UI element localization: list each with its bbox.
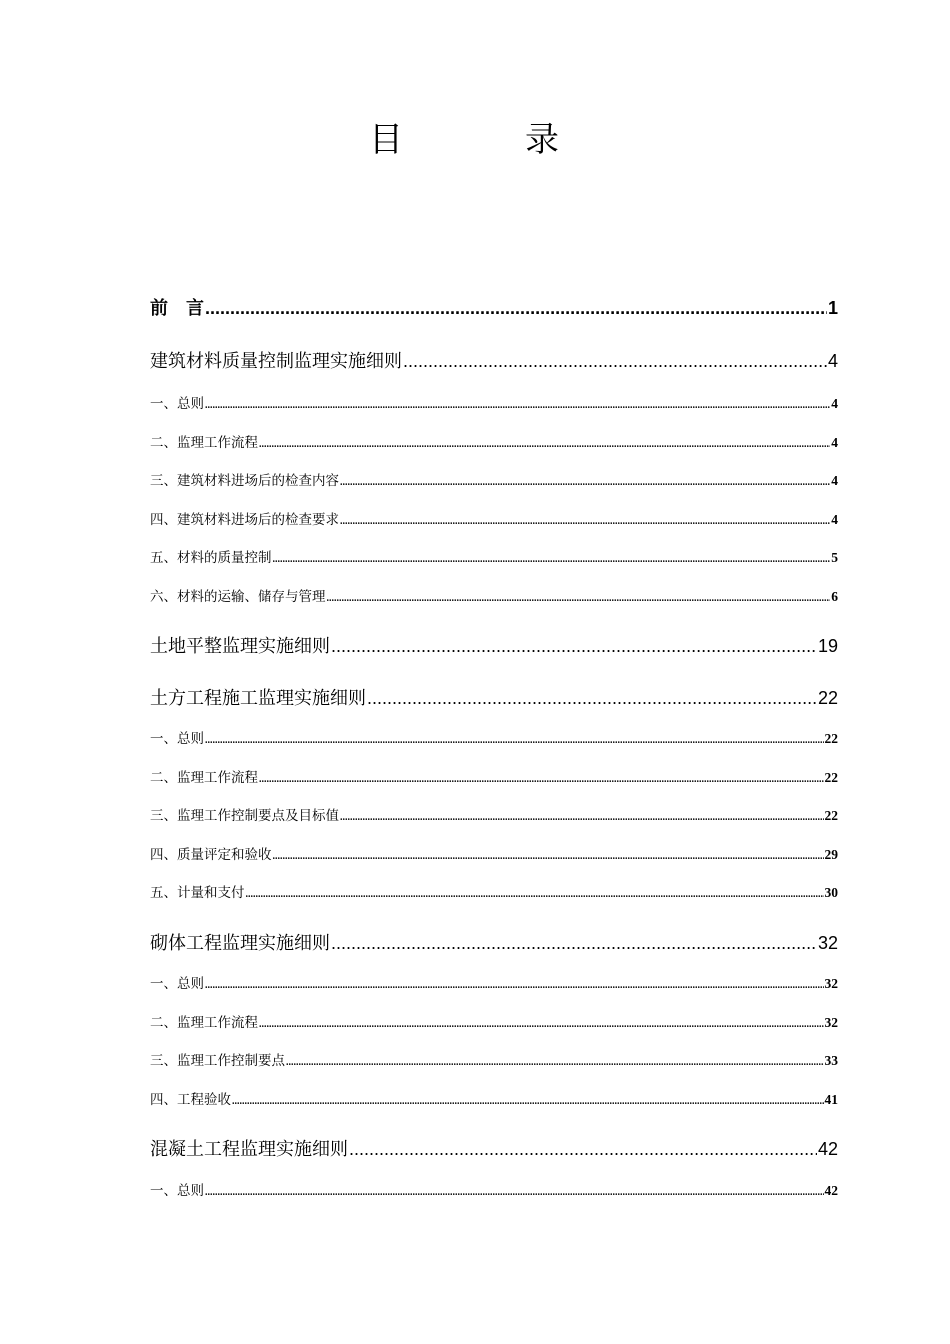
toc-page-number: 5 <box>831 550 838 565</box>
toc-dot-leader <box>259 774 824 785</box>
toc-entry-label: 混凝土工程监理实施细则 <box>150 1139 348 1160</box>
toc-page-number: 32 <box>824 1015 838 1030</box>
toc-entry-label: 二、监理工作流程 <box>150 1015 258 1031</box>
toc-entry-label: 三、建筑材料进场后的检查内容 <box>150 473 339 489</box>
toc-page-number: 4 <box>831 396 838 411</box>
toc-dot-leader <box>340 516 830 527</box>
toc-entry-section[interactable] <box>150 972 838 992</box>
toc-page-number: 4 <box>831 435 838 450</box>
toc-entry-chapter[interactable] <box>150 684 838 710</box>
toc-entry-section[interactable] <box>150 392 838 412</box>
toc-entry-label: 一、总则 <box>150 396 204 412</box>
toc-entry-label: 六、材料的运输、储存与管理 <box>150 589 326 605</box>
toc-entry-section[interactable] <box>150 1011 838 1031</box>
toc-entry-section[interactable] <box>150 881 838 901</box>
toc-dot-leader <box>232 1096 824 1107</box>
toc-entry-section[interactable] <box>150 431 838 451</box>
toc-dot-leader <box>259 1019 824 1030</box>
toc-page-number: 32 <box>824 976 838 991</box>
toc-dot-leader <box>205 735 824 746</box>
toc-dot-leader <box>403 351 827 372</box>
toc-entry-label: 一、总则 <box>150 1183 204 1199</box>
toc-dot-leader <box>205 298 827 319</box>
toc-dot-leader <box>273 851 824 862</box>
toc-entry-section[interactable] <box>150 508 838 528</box>
toc-entry-label: 四、质量评定和验收 <box>150 847 272 863</box>
toc-page-number: 42 <box>817 1139 838 1159</box>
toc-page-number: 22 <box>824 770 838 785</box>
toc-entry-section[interactable] <box>150 766 838 786</box>
toc-page-number: 22 <box>817 688 838 708</box>
toc-dot-leader <box>205 980 824 991</box>
toc-entry-label: 一、总则 <box>150 731 204 747</box>
toc-entry-chapter[interactable] <box>150 1135 838 1161</box>
toc-page-number: 29 <box>824 847 838 862</box>
toc-entry-section[interactable] <box>150 1049 838 1069</box>
toc-entry-label: 四、建筑材料进场后的检查要求 <box>150 512 339 528</box>
toc-entry-label: 土方工程施工监理实施细则 <box>150 688 366 709</box>
toc-dot-leader <box>273 554 831 565</box>
toc-dot-leader <box>331 933 817 954</box>
toc-entry-section[interactable] <box>150 469 838 489</box>
toc-page-number: 4 <box>831 512 838 527</box>
toc-page-number: 19 <box>817 636 838 656</box>
toc-page-number: 1 <box>827 298 838 318</box>
toc-entry-section[interactable] <box>150 727 838 747</box>
toc-dot-leader <box>286 1057 824 1068</box>
toc-entry-label: 三、监理工作控制要点 <box>150 1053 285 1069</box>
toc-entry-label: 二、监理工作流程 <box>150 770 258 786</box>
toc-entry-label: 三、监理工作控制要点及目标值 <box>150 808 339 824</box>
toc-entry-section[interactable] <box>150 1179 838 1199</box>
toc-entry-label: 四、工程验收 <box>150 1092 231 1108</box>
toc-page-number: 41 <box>824 1092 838 1107</box>
toc-entry-label: 五、计量和支付 <box>150 885 245 901</box>
toc-entry-label: 二、监理工作流程 <box>150 435 258 451</box>
toc-entry-label: 五、材料的质量控制 <box>150 550 272 566</box>
toc-page-number: 22 <box>824 731 838 746</box>
toc-dot-leader <box>205 400 830 411</box>
toc-page-number: 6 <box>831 589 838 604</box>
toc-page-number: 4 <box>827 351 838 371</box>
toc-page-number: 32 <box>817 933 838 953</box>
toc-dot-leader <box>367 688 817 709</box>
toc-entry-section[interactable] <box>150 546 838 566</box>
toc-page-number: 42 <box>824 1183 838 1198</box>
toc-entry-chapter[interactable] <box>150 347 838 373</box>
toc-entry-section[interactable] <box>150 843 838 863</box>
toc-entry-label: 前 言 <box>150 298 204 319</box>
toc-dot-leader <box>205 1187 824 1198</box>
toc-entry-label: 砌体工程监理实施细则 <box>150 933 330 954</box>
toc-entry-label: 土地平整监理实施细则 <box>150 636 330 657</box>
toc-dot-leader <box>331 636 817 657</box>
toc-dot-leader <box>340 812 824 823</box>
toc-page-number: 30 <box>824 885 838 900</box>
toc-entry-section[interactable] <box>150 1088 838 1108</box>
toc-title: 目 录 <box>369 120 603 160</box>
toc-dot-leader <box>259 439 830 450</box>
toc-dot-leader <box>327 593 831 604</box>
toc-entry-preface[interactable] <box>150 294 838 320</box>
toc-dot-leader <box>246 889 824 900</box>
toc-page-number: 22 <box>824 808 838 823</box>
toc-entry-label: 一、总则 <box>150 976 204 992</box>
toc-page-number: 33 <box>824 1053 838 1068</box>
toc-entry-chapter[interactable] <box>150 632 838 658</box>
toc-entry-section[interactable] <box>150 804 838 824</box>
toc-entry-chapter[interactable] <box>150 929 838 955</box>
toc-entry-label: 建筑材料质量控制监理实施细则 <box>150 351 402 372</box>
toc-page-number: 4 <box>831 473 838 488</box>
toc-dot-leader <box>340 477 830 488</box>
toc-entry-section[interactable] <box>150 585 838 605</box>
toc-dot-leader <box>349 1139 817 1160</box>
